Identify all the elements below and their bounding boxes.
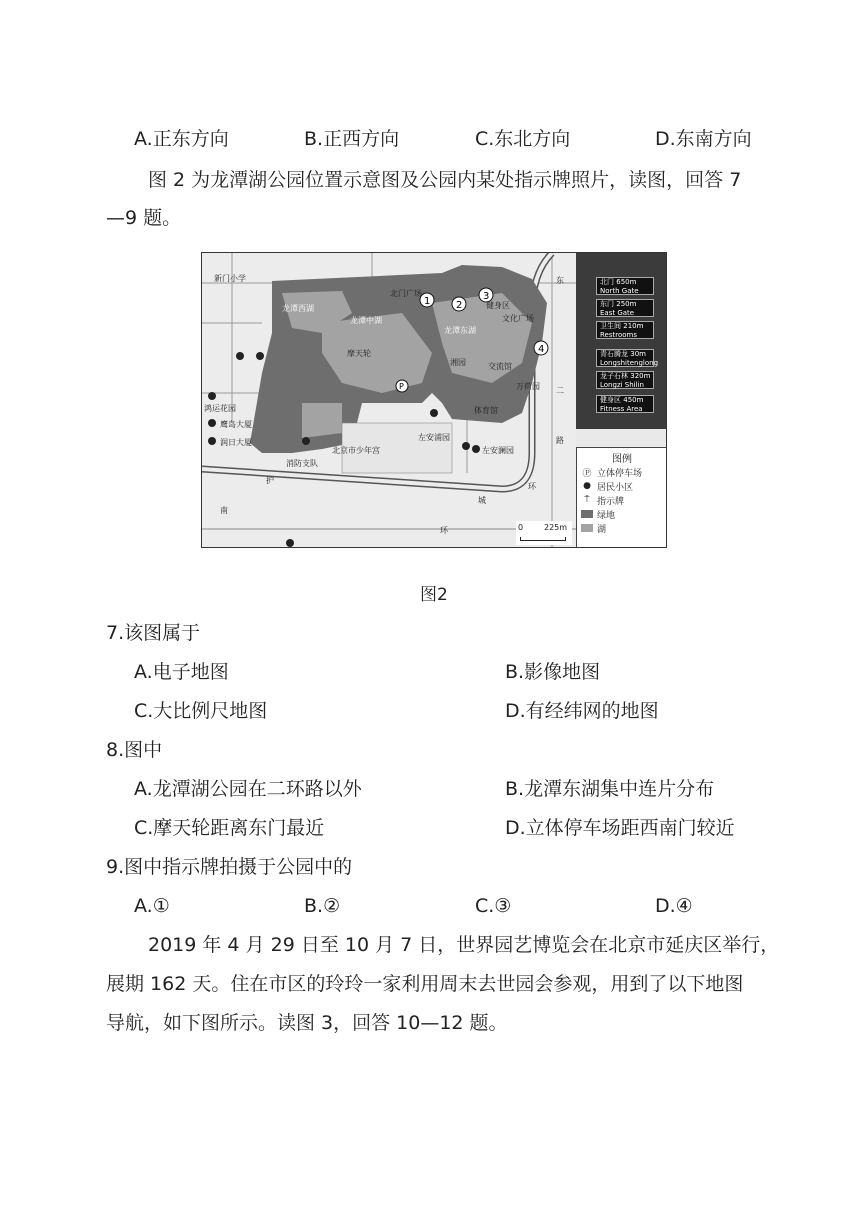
- marker-1: 1: [424, 296, 431, 307]
- label-beimen-area: 北门广场: [390, 289, 422, 298]
- label-shaonian: 北京市少年宫: [332, 446, 380, 455]
- park-location-map: [201, 252, 667, 548]
- label-zuoan-lan: 左安澜园: [482, 446, 514, 455]
- q6-option-c: C.东北方向: [475, 128, 571, 150]
- sign-row: 东门 250m East Gate: [596, 299, 654, 317]
- label-tiyu: 体育馆: [474, 406, 498, 415]
- legend-item-residential: ● 居民小区: [577, 479, 667, 493]
- para2-line-3: 导航，如下图所示。读图 3，回答 10—12 题。: [106, 1012, 508, 1034]
- label-nan: 南: [220, 506, 228, 515]
- q9-option-c: C.③: [475, 895, 512, 917]
- q7-stem: 7.该图属于: [106, 622, 201, 644]
- q7-option-c: C.大比例尺地图: [134, 700, 268, 722]
- q9-option-a: A.①: [134, 895, 170, 917]
- intro-line-2: —9 题。: [106, 207, 182, 229]
- q8-option-b: B.龙潭东湖集中连片分布: [505, 778, 715, 800]
- legend-item-lake: 湖: [577, 521, 667, 535]
- label-cheng: 城: [478, 496, 486, 505]
- para2-line-1: 2019 年 4 月 29 日至 10 月 7 日，世界园艺博览会在北京市延庆区举行，: [148, 934, 780, 956]
- q6-option-b: B.正西方向: [304, 128, 400, 150]
- q8-option-a: A.龙潭湖公园在二环路以外: [134, 778, 362, 800]
- label-jiaohe: 交流馆: [488, 362, 512, 371]
- signpost-icon: ⍑: [584, 495, 590, 505]
- q6-option-d: D.东南方向: [655, 128, 752, 150]
- sign-row: 健身区 450m Fitness Area: [596, 395, 654, 413]
- q8-option-d: D.立体停车场距西南门较近: [505, 817, 735, 839]
- q8-stem: 8.图中: [106, 739, 163, 761]
- sign-row: 卫生间 210m Restrooms: [596, 321, 654, 339]
- legend-title: 图例: [612, 454, 632, 465]
- lake-swatch: [581, 524, 593, 532]
- marker-2: 2: [456, 300, 463, 311]
- label-school: 新门小学: [214, 274, 246, 283]
- label-lu: 路: [556, 436, 564, 445]
- label-xiaofang: 消防支队: [286, 459, 318, 468]
- legend-item-green: 绿地: [577, 507, 667, 521]
- label-longtan-west: 龙潭西湖: [282, 304, 314, 313]
- marker-3: 3: [483, 291, 490, 302]
- intro-line-1: 图 2 为龙潭湖公园位置示意图及公园内某处指示牌照片，读图，回答 7: [148, 169, 742, 191]
- legend-item-sign: ⍑ 指示牌: [577, 493, 667, 507]
- q9-stem: 9.图中指示牌拍摄于公园中的: [106, 856, 353, 878]
- q9-option-b: B.②: [304, 895, 341, 917]
- label-wenhua: 文化广场: [502, 314, 534, 323]
- q7-option-b: B.影像地图: [505, 661, 601, 683]
- label-runzhi: 润日大厦: [220, 438, 252, 447]
- label-hu: 护: [266, 476, 274, 485]
- sign-row: 北门 650m North Gate: [596, 277, 654, 295]
- sign-row: 龙子石林 320m Longzi Shilin: [596, 371, 654, 389]
- map-legend: [576, 447, 667, 548]
- q7-option-d: D.有经纬网的地图: [505, 700, 659, 722]
- sign-row: 青石腾龙 30m Longshitenglong: [596, 349, 654, 367]
- label-hongyun: 鸿运花园: [204, 404, 236, 413]
- label-er: 二: [556, 386, 564, 395]
- q8-option-c: C.摩天轮距离东门最近: [134, 817, 325, 839]
- label-ferris: 摩天轮: [347, 349, 371, 358]
- label-dong: 东: [556, 276, 564, 285]
- green-swatch: [581, 510, 593, 518]
- marker-4: 4: [538, 344, 545, 355]
- sign-photo: [576, 253, 667, 429]
- map-scale: 0 225m: [516, 521, 572, 545]
- label-huan: 环: [440, 526, 448, 535]
- q7-option-a: A.电子地图: [134, 661, 229, 683]
- legend-item-parking: Ⓟ 立体停车场: [577, 465, 667, 479]
- label-xiangyuan: 湘园: [450, 358, 466, 367]
- label-longtan-mid: 龙潭中湖: [350, 316, 382, 325]
- label-zuoan-pu: 左安浦园: [418, 433, 450, 442]
- q9-option-d: D.④: [655, 895, 693, 917]
- figure-caption: 图2: [420, 585, 448, 605]
- q6-option-a: A.正东方向: [134, 128, 229, 150]
- label-huan-2: 环: [528, 482, 536, 491]
- label-yingdao: 鹰岛大厦: [220, 420, 252, 429]
- label-wanhe: 万荷园: [516, 382, 540, 391]
- label-longtan-east: 龙潭东湖: [444, 326, 476, 335]
- label-jianshen: 健身区: [486, 301, 510, 310]
- parking-icon: P: [399, 382, 404, 391]
- para2-line-2: 展期 162 天。住在市区的玲玲一家利用周末去世园会参观，用到了以下地图: [106, 973, 744, 995]
- parking-icon: Ⓟ: [582, 468, 592, 479]
- residential-icon: ●: [583, 481, 591, 491]
